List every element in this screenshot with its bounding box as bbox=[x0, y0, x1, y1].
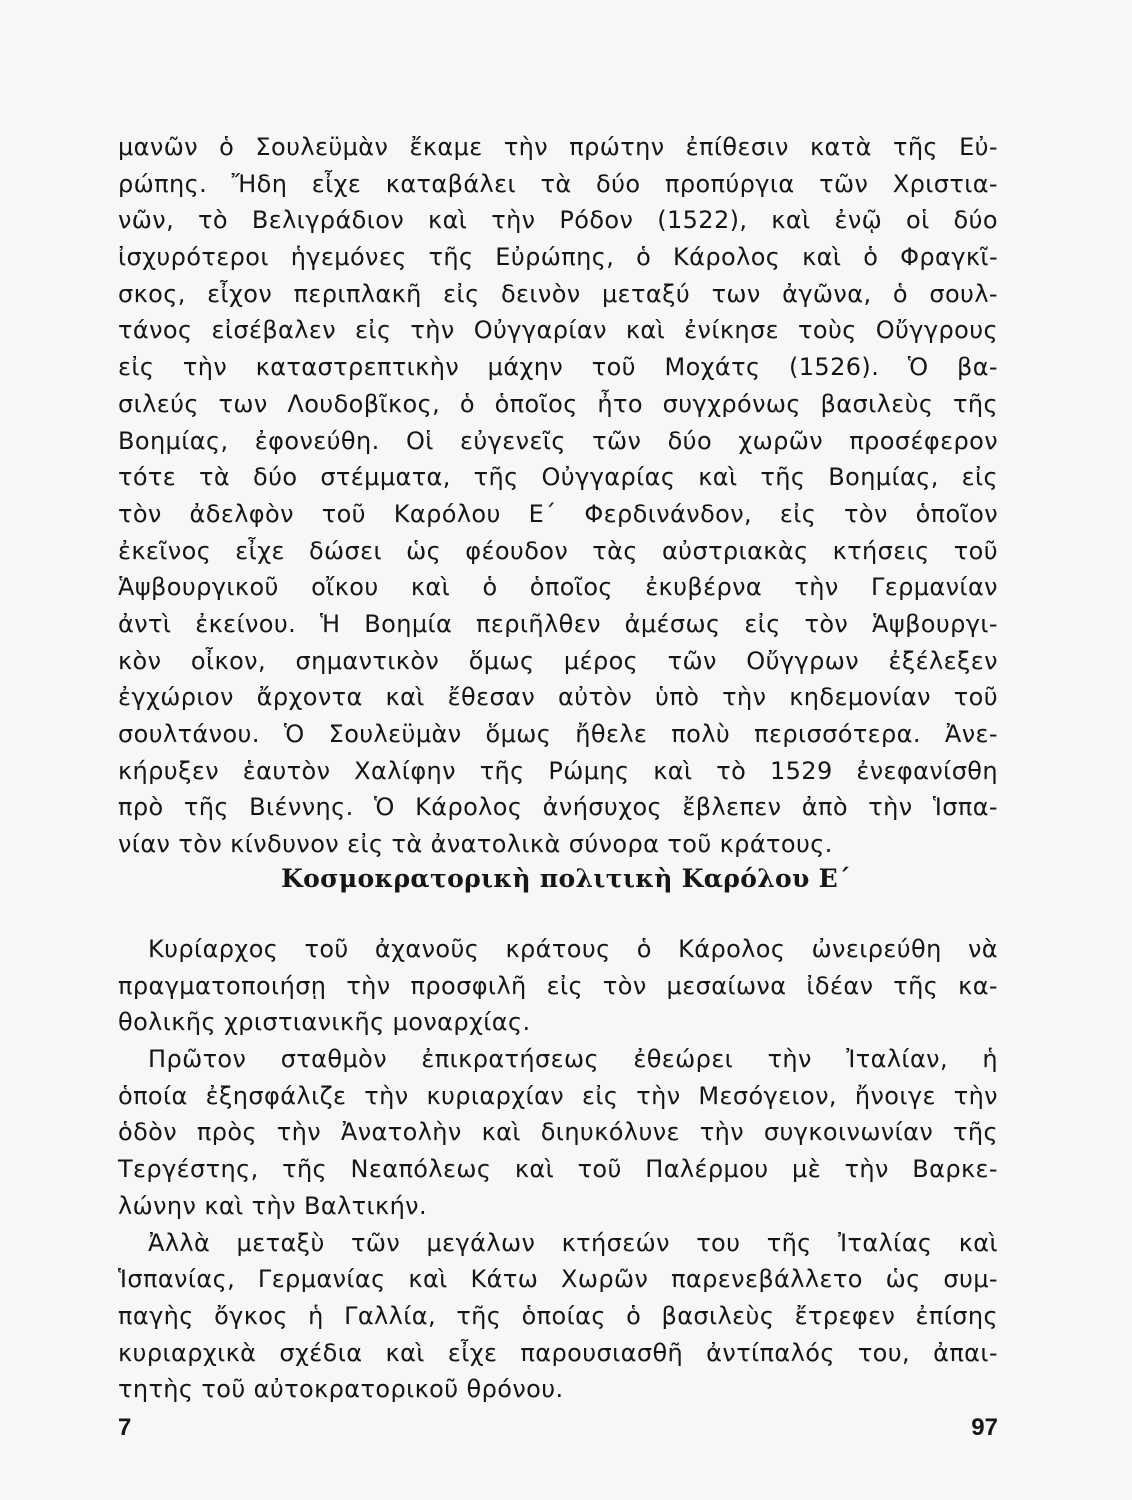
text-line: ὁποία ἐξησφάλιζε τὴν κυριαρχίαν εἰς τὴν Μεσόγειον, ἤνοιγε τὴν bbox=[118, 1081, 998, 1110]
body-continued bbox=[118, 931, 998, 1408]
text-line: ἐγχώριον ἄρχοντα καὶ ἔθεσαν αὐτὸν ὑπὸ τὴν κηδεμονίαν τοῦ bbox=[118, 683, 998, 712]
text-line: τότε τὰ δύο στέμματα, τῆς Οὐγγαρίας καὶ τῆς Βοημίας, εἰς bbox=[118, 463, 998, 492]
text-line: νίαν τὸν κίνδυνον εἰς τὰ ἀνατολικὰ σύνορα τοῦ κράτους. bbox=[118, 830, 833, 859]
text-line: ὁδὸν πρὸς τὴν Ἀνατολὴν καὶ διηυκόλυνε τὴν συγκοινωνίαν τῆς bbox=[118, 1118, 998, 1147]
text-line: θολικῆς χριστιανικῆς μοναρχίας. bbox=[118, 1008, 531, 1037]
text-line: παγὴς ὄγκος ἡ Γαλλία, τῆς ὁποίας ὁ βασιλεὺς ἔτρεφεν ἐπίσης bbox=[118, 1301, 998, 1330]
text-line: τὸν ἀδελφὸν τοῦ Καρόλου Ε΄ Φερδινάνδον, εἰς τὸν ὁποῖον bbox=[118, 499, 998, 528]
text-line: Πρῶτον σταθμὸν ἐπικρατήσεως ἐθεώρει τὴν Ἰταλίαν, ἡ bbox=[148, 1045, 998, 1074]
text-line: ἐκεῖνος εἶχε δώσει ὡς φέουδον τὰς αὐστριακὰς κτήσεις τοῦ bbox=[118, 536, 998, 565]
text-line: κήρυξεν ἑαυτὸν Χαλίφην τῆς Ρώμης καὶ τὸ 1529 ἐνεφανίσθη bbox=[118, 756, 998, 785]
text-line: ἀντὶ ἐκείνου. Ἡ Βοημία περιῆλθεν ἀμέσως εἰς τὸν Ἁψβουργι- bbox=[118, 609, 998, 638]
text-line: εἰς τὴν καταστρεπτικὴν μάχην τοῦ Μοχάτς (1526). Ὁ βα- bbox=[118, 353, 998, 382]
page-number: 97 bbox=[971, 1414, 998, 1441]
text-line: Βοημίας, ἐφονεύθη. Οἱ εὐγενεῖς τῶν δύο χωρῶν προσέφερον bbox=[118, 426, 998, 455]
section-heading: Κοσμοκρατορικὴ πολιτικὴ Καρόλου Ε΄ bbox=[281, 864, 851, 893]
text-line: σιλεύς των Λουδοβῖκος, ὁ ὁποῖος ἦτο συγχρόνως βασιλεὺς τῆς bbox=[118, 389, 998, 418]
text-line: τάνος εἰσέβαλεν εἰς τὴν Οὐγγαρίαν καὶ ἐνίκησε τοὺς Οὔγγρους bbox=[118, 316, 998, 345]
text-line: σκος, εἶχον περιπλακῆ εἰς δεινὸν μεταξύ των ἀγῶνα, ὁ σουλ- bbox=[118, 279, 998, 308]
text-line: Ἀλλὰ μεταξὺ τῶν μεγάλων κτήσεών του τῆς Ἰταλίας καὶ bbox=[148, 1228, 998, 1257]
text-line: Ἱσπανίας, Γερμανίας καὶ Κάτω Χωρῶν παρενεβάλλετο ὡς συμ- bbox=[118, 1265, 998, 1294]
text-line: πραγματοποιήσῃ τὴν προσφιλῆ εἰς τὸν μεσαίωνα ἰδέαν τῆς κα- bbox=[118, 971, 998, 1000]
paragraph-3 bbox=[118, 1041, 998, 1224]
signature-mark: 7 bbox=[118, 1414, 132, 1441]
text-line: τητὴς τοῦ αὐτοκρατορικοῦ θρόνου. bbox=[118, 1375, 564, 1404]
paragraph-1 bbox=[118, 129, 998, 863]
text-line: Τεργέστης, τῆς Νεαπόλεως καὶ τοῦ Παλέρμου μὲ τὴν Βαρκε- bbox=[118, 1155, 998, 1184]
text-line: κὸν οἶκον, σημαντικὸν ὅμως μέρος τῶν Οὔγγρων ἐξέλεξεν bbox=[118, 646, 998, 675]
text-line: κυριαρχικὰ σχέδια καὶ εἶχε παρουσιασθῆ ἀντίπαλός του, ἀπαι- bbox=[118, 1338, 998, 1367]
text-line: Κυρίαρχος τοῦ ἀχανοῦς κράτους ὁ Κάρολος ὠνειρεύθη νὰ bbox=[148, 935, 998, 963]
text-line: σουλτάνου. Ὁ Σουλεϋμὰν ὅμως ἤθελε πολὺ περισσότερα. Ἀνε- bbox=[118, 720, 998, 748]
text-line: Ἁψβουργικοῦ οἴκου καὶ ὁ ὁποῖος ἐκυβέρνα τὴν Γερμανίαν bbox=[118, 573, 998, 602]
paragraph-4 bbox=[118, 1225, 998, 1408]
text-line: ἰσχυρότεροι ἡγεμόνες τῆς Εὐρώπης, ὁ Κάρολος καὶ ὁ Φραγκῖ- bbox=[118, 243, 998, 272]
text-line: νῶν, τὸ Βελιγράδιον καὶ τὴν Ρόδον (1522), καὶ ἐνῷ οἱ δύο bbox=[118, 206, 998, 235]
text-line: πρὸ τῆς Βιέννης. Ὁ Κάρολος ἀνήσυχος ἔβλεπεν ἀπὸ τὴν Ἱσπα- bbox=[118, 793, 998, 822]
paragraph-2 bbox=[118, 931, 998, 1041]
text-line: ρώπης. Ἤδη εἶχε καταβάλει τὰ δύο προπύργια τῶν Χριστια- bbox=[118, 169, 998, 198]
text-line: λώνην καὶ τὴν Βαλτικήν. bbox=[118, 1191, 428, 1220]
text-line: μανῶν ὁ Σουλεϋμὰν ἔκαμε τὴν πρώτην ἐπίθεσιν κατὰ τῆς Εὐ- bbox=[118, 133, 998, 161]
